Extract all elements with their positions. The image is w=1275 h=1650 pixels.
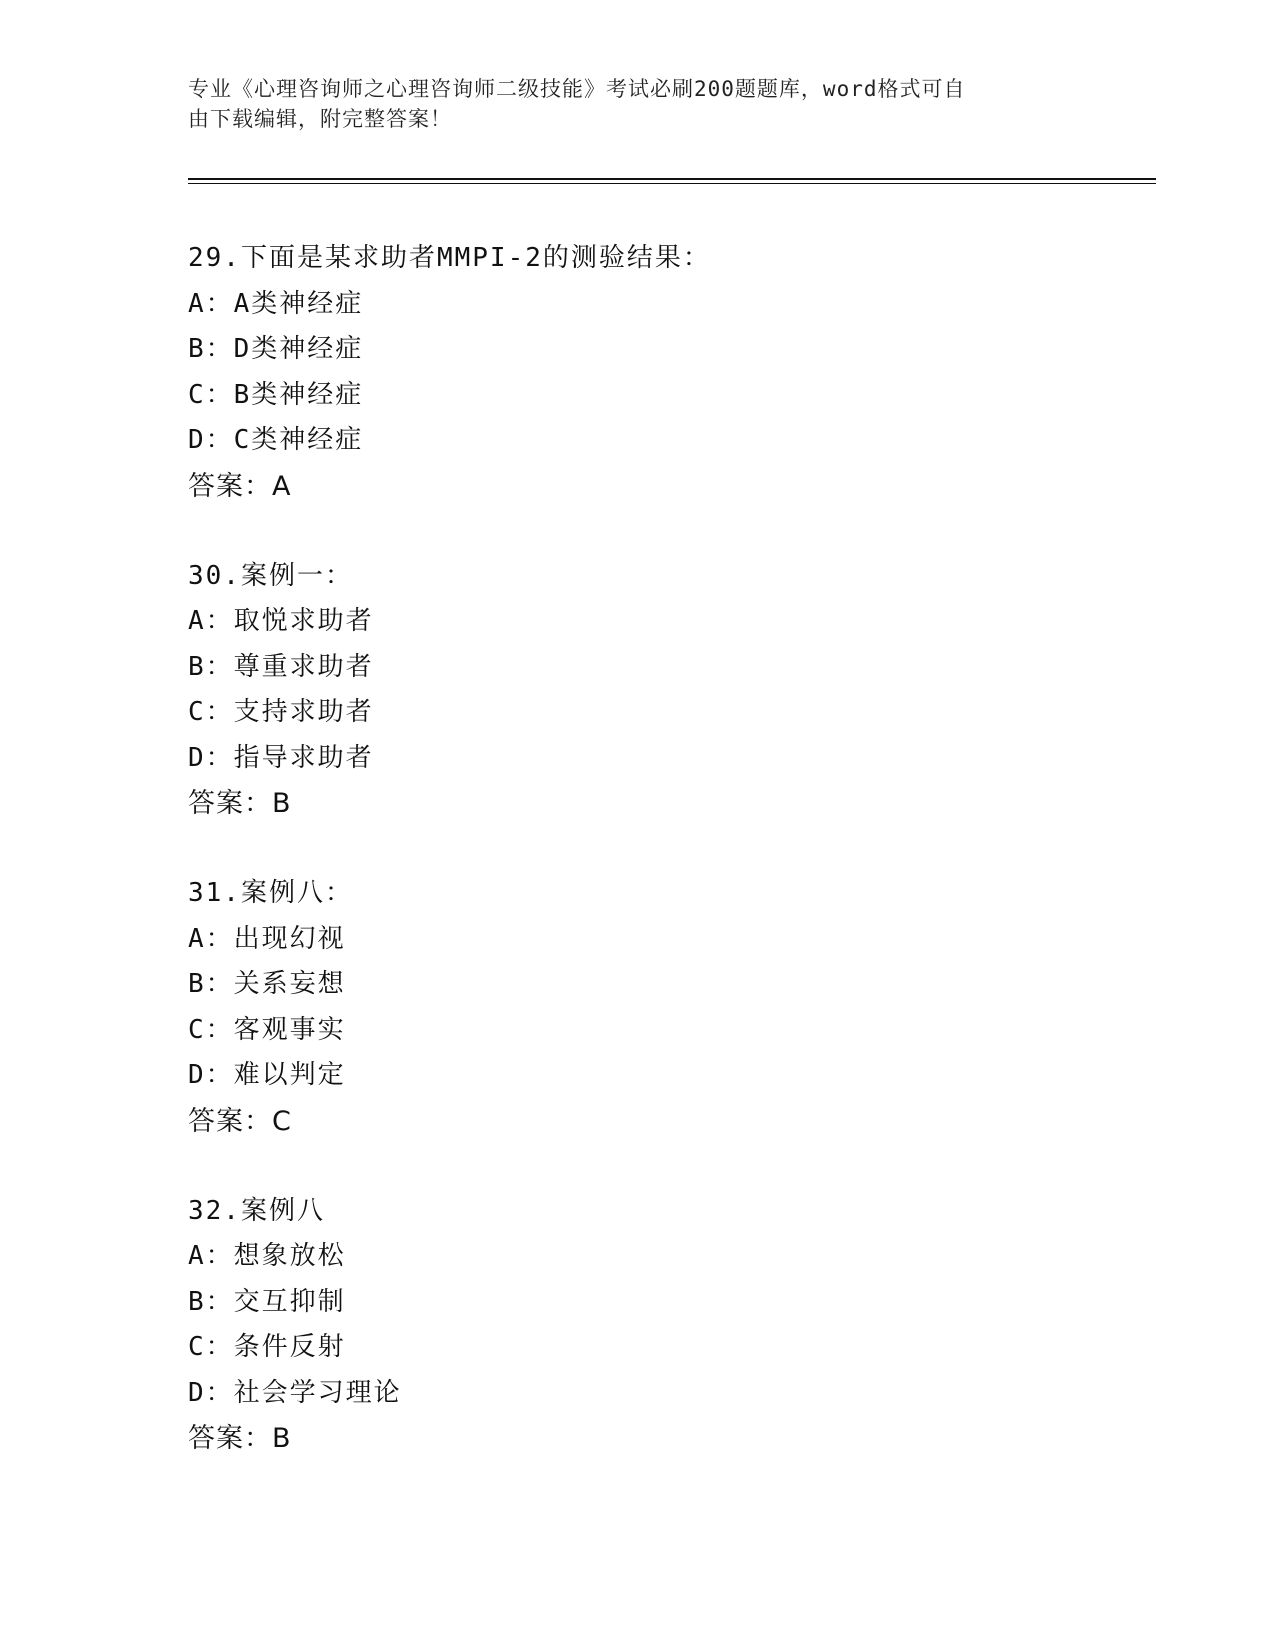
header-divider [188, 178, 1156, 180]
question-stem: 30.案例一： [188, 560, 353, 591]
option-b: B：尊重求助者 [188, 651, 374, 682]
option-d: D：社会学习理论 [188, 1377, 402, 1408]
document-header [188, 74, 1068, 134]
option-a: A：取悦求助者 [188, 606, 374, 636]
question-stem: 31.案例八： [188, 878, 353, 908]
answer-line: 答案：B [188, 1423, 292, 1454]
question-list [188, 236, 1148, 1506]
option-b: B：交互抑制 [188, 1286, 346, 1317]
header-divider-thin [188, 183, 1156, 184]
option-a: A：想象放松 [188, 1241, 346, 1271]
option-c: C：支持求助者 [188, 697, 374, 727]
answer-line: 答案：A [188, 470, 292, 502]
header-line-2: 由下载编辑，附完整答案！ [188, 107, 452, 131]
question-29 [188, 236, 1148, 510]
option-a: A：A类神经症 [188, 288, 364, 319]
question-32 [188, 1189, 1148, 1463]
option-d: D：难以判定 [188, 1060, 346, 1090]
option-c: C：B类神经症 [188, 379, 364, 410]
option-d: D：C类神经症 [188, 425, 364, 455]
option-b: B：关系妄想 [188, 969, 346, 999]
question-stem: 32.案例八 [188, 1195, 325, 1226]
question-stem: 29.下面是某求助者MMPI-2的测验结果： [188, 243, 711, 273]
answer-line: 答案：B [188, 788, 292, 819]
answer-line: 答案：C [188, 1105, 292, 1137]
option-b: B：D类神经症 [188, 334, 364, 364]
question-31 [188, 871, 1148, 1145]
option-c: C：客观事实 [188, 1014, 346, 1045]
header-line-1: 专业《心理咨询师之心理咨询师二级技能》考试必刷200题题库，word格式可自 [188, 77, 966, 101]
option-a: A：出现幻视 [188, 923, 346, 954]
question-30 [188, 554, 1148, 828]
option-c: C：条件反射 [188, 1332, 346, 1362]
option-d: D：指导求助者 [188, 742, 374, 773]
